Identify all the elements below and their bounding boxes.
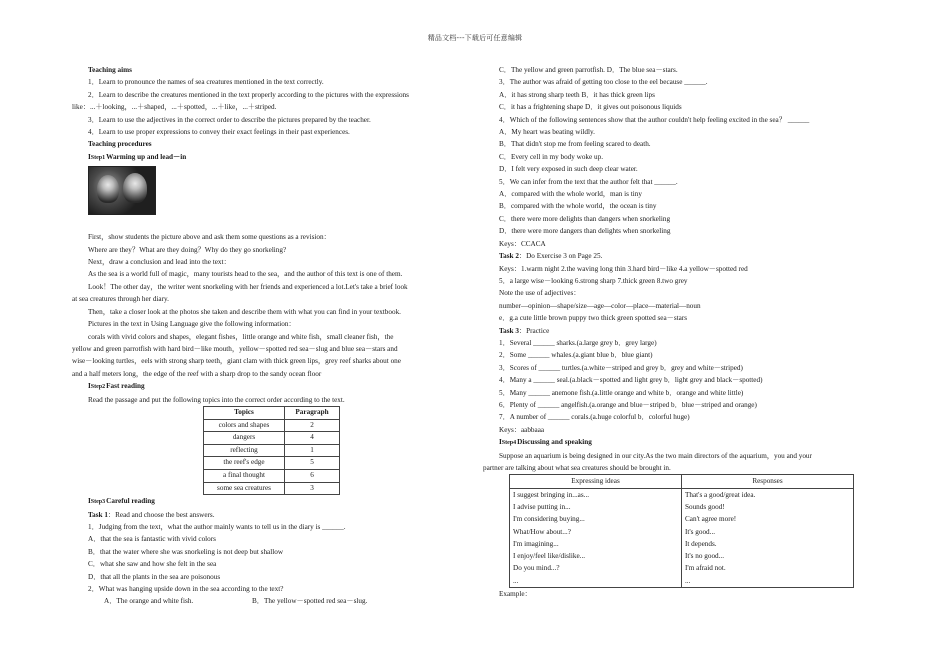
aim-1: 1．Learn to pronounce the names of sea creatures mentioned in the text correctly.: [88, 78, 324, 87]
question-4: 4．Which of the following sentences show that the author couldn't help feeling excited in the sea？ ______: [499, 115, 810, 124]
step1-para-3: Next，draw a conclusion and lead into the text：: [88, 258, 231, 267]
step1-title: Warming up and lead－in: [106, 152, 187, 161]
task1-label: Task 1: [88, 510, 108, 519]
q4-option-c: C．Every cell in my body woke up.: [499, 152, 604, 161]
table-row: [204, 419, 340, 432]
q1-option-b: B．that the water where she was snorkeling is not deep but shallow: [88, 547, 284, 556]
q2-options-ab: [72, 595, 464, 607]
idea-4: What/How about...?: [513, 527, 571, 536]
task3-line: [483, 325, 875, 337]
idea-5: I'm imagining...: [513, 539, 559, 548]
diver-figure-2: [123, 173, 147, 203]
step4-heading: [483, 436, 875, 449]
step3-mark: ⅠStep3: [88, 499, 106, 506]
q4-option-a: A．My heart was beating wildly.: [499, 128, 595, 137]
idea-2: I advise putting in...: [513, 503, 571, 511]
task2-line: [483, 250, 875, 262]
q2-option-b: B．The yellow－spotted red sea－slug.: [252, 597, 368, 606]
topics-table: [203, 406, 340, 495]
step4-mark: ⅠStep4: [499, 440, 517, 447]
task1-text: ：Read and choose the best answers.: [107, 510, 215, 519]
adjectives-order: number—opinion—shape/size—age—color—place—material—noun: [499, 301, 701, 310]
q4-option-b: B．That didn't stop me from feeling scared to death.: [499, 140, 651, 149]
paragraph-cell: 6: [285, 469, 340, 482]
practice-1: 1．Several ______ sharks.(a.large grey b．grey large): [499, 338, 657, 347]
topic-cell: the reef's edge: [204, 457, 285, 470]
topic-cell: a final thought: [204, 469, 285, 482]
step3-title: Careful reading: [106, 497, 155, 506]
response-5: It depends.: [685, 539, 717, 548]
step1-para-7: Then，take a closer look at the photos she taken and describe them with what you can find in your textbook.: [88, 307, 401, 316]
idea-3: I'm considering buying...: [513, 515, 585, 524]
task3-text: ：Practice: [518, 326, 550, 335]
q1-option-a: A．that the sea is fantastic with vivid colors: [88, 535, 216, 544]
table-row: [204, 482, 340, 495]
diver-figure-1: [97, 175, 119, 203]
response-4: It's good...: [685, 527, 716, 536]
practice-3: 3．Scores of ______ turtles.(a.white－striped and grey b．grey and white－striped): [499, 363, 743, 372]
expressions-table-header: [510, 475, 854, 488]
step1-para-5: Look！The other day，the writer went snorkeling with her friends and experienced a lot.Let's take a brief look: [88, 282, 408, 291]
task3-label: Task 3: [499, 326, 519, 335]
expressions-table: [509, 474, 854, 588]
aim-2: 2．Learn to describe the creatures mentioned in the text properly according to the pictures with the expressions: [88, 90, 409, 99]
q5-option-c: C．there were more delights than dangers when snorkeling: [499, 214, 671, 223]
topic-cell: some sea creatures: [204, 482, 285, 495]
aim-4: 4．Learn to use proper expressions to convey their exact feelings in their past experiences.: [88, 128, 350, 137]
aims-title: Teaching aims: [88, 66, 132, 74]
step1-para-1: First，show students the picture above and ask them some questions as a revision：: [88, 233, 331, 242]
response-6: It's no good...: [685, 552, 725, 561]
q2-option-a: A．The orange and white fish.: [104, 597, 194, 606]
step2-intro: Read the passage and put the following topics into the correct order according to the text.: [88, 395, 345, 404]
practice-4: 4．Many a ______ seal.(a.black－spotted and light grey b．light grey and black－spotted): [499, 376, 763, 385]
step1-para-8: Pictures in the text in Using Language give the following information：: [88, 320, 296, 329]
table-row: [204, 444, 340, 457]
step4-para-1: Suppose an aquarium is being designed in our city.As the two main directors of the aquarium，you and your: [499, 451, 812, 460]
adjectives-example: e．g.a cute little brown puppy two thick green spotted sea－stars: [499, 314, 688, 323]
practice-2: 2．Some ______ whales.(a.giant blue b．blue giant): [499, 351, 653, 360]
q1-option-c: C．what she saw and how she felt in the sea: [88, 560, 217, 569]
step4-para-2: partner are talking about what sea creatures should be brought in.: [483, 464, 671, 472]
paragraph-cell: 5: [285, 457, 340, 470]
step1-para-6: at sea creatures through her diary.: [72, 295, 169, 304]
table-row: [510, 488, 854, 587]
task2-text: ：Do Exercise 3 on Page 25.: [518, 252, 603, 261]
task1-line: [72, 509, 464, 521]
step1-para-11: wise－looking turtles，eels with strong sharp teeth，giant clam with thick green lips，grey reef sharks about one: [72, 357, 401, 366]
responses-header: Responses: [682, 475, 854, 488]
q3-options-ab: A．it has strong sharp teeth B．it has thick green lips: [499, 90, 655, 99]
q3-options-cd: C．it has a frightening shape D．it gives out poisonous liquids: [499, 103, 682, 112]
step1-para-9: corals with vivid colors and shapes，elegant fishes，little orange and white fish，small cleaner fish，the: [88, 332, 394, 341]
step1-para-12: and a half meters long，the edge of the reef with a sharp drop to the sandy ocean floor: [72, 369, 322, 378]
question-5: 5．We can infer from the text that the author felt that ______.: [499, 177, 678, 186]
step2-heading: [72, 380, 464, 393]
task2-label: Task 2: [499, 252, 519, 261]
snorkelers-photo: [88, 166, 156, 215]
left-column: [72, 64, 464, 608]
aim-2-cont: like：...＋looking，...＋shaped，...＋spotted，...＋like，...＋striped.: [72, 103, 277, 112]
idea-6: I enjoy/feel like/dislike...: [513, 552, 586, 561]
task2-keys-2: 5．a large wise－looking 6.strong sharp 7.thick green 8.two grey: [499, 276, 688, 285]
idea-1: I suggest bringing in...as...: [513, 490, 590, 499]
paragraph-cell: 2: [285, 419, 340, 432]
practice-7: 7．A number of ______ corals.(a.huge colorful b．colorful huge): [499, 413, 690, 422]
task3-keys: Keys：aabbaaa: [499, 425, 545, 434]
idea-cell: [510, 488, 682, 587]
question-3: 3．The author was afraid of getting too close to the eel because ______.: [499, 78, 708, 87]
paragraph-header: Paragraph: [285, 406, 340, 419]
topic-cell: colors and shapes: [204, 419, 285, 432]
step1-heading: [72, 151, 464, 164]
practice-6: 6．Plenty of ______ angelfish.(a.orange and blue－striped b．blue－striped and orange): [499, 400, 757, 409]
step1-mark: ⅠStep1: [88, 154, 106, 161]
step1-para-10: yellow and green parrotfish with hard bird－like mouth，yellow－spotted red sea－slug and blue sea－stars and: [72, 344, 398, 353]
q4-option-d: D．I felt very exposed in such deep clear water.: [499, 165, 638, 174]
topics-table-header: [204, 406, 340, 419]
step4-title: Discussing and speaking: [517, 438, 592, 447]
question-2: 2．What was hanging upside down in the sea according to the text?: [88, 584, 284, 593]
response-8: ...: [685, 576, 691, 585]
question-1: 1．Judging from the text，what the author mainly wants to tell us in the diary is ______.: [88, 522, 346, 531]
table-row: [204, 469, 340, 482]
response-2: Sounds good!: [685, 503, 725, 511]
adjectives-note: Note the use of adjectives：: [499, 289, 581, 298]
paragraph-cell: 1: [285, 444, 340, 457]
expressing-ideas-header: Expressing ideas: [510, 475, 682, 488]
practice-5: 5．Many ______ anemone fish.(a.little orange and white b．orange and white little): [499, 388, 744, 397]
idea-8: ...: [513, 576, 519, 585]
topic-cell: dangers: [204, 432, 285, 445]
task1-keys: Keys：CCACA: [499, 239, 546, 248]
q5-option-a: A．compared with the whole world，man is tiny: [499, 190, 642, 199]
paragraph-cell: 3: [285, 482, 340, 495]
paragraph-cell: 4: [285, 432, 340, 445]
q1-option-d: D．that all the plants in the sea are poisonous: [88, 572, 221, 581]
response-1: That's a good/great idea.: [685, 490, 756, 499]
response-3: Can't agree more!: [685, 515, 737, 524]
step2-mark: ⅠStep2: [88, 384, 106, 391]
q2-options-cd: C．The yellow and green parrotfish. D．The blue sea－stars.: [499, 66, 678, 74]
step1-para-4: As the sea is a world full of magic，many tourists head to the sea，and the author of this text is one of them.: [88, 270, 403, 279]
response-cell: [682, 488, 854, 587]
idea-7: Do you mind...?: [513, 564, 560, 573]
topics-header: Topics: [204, 406, 285, 419]
procedures-title: Teaching procedures: [88, 140, 152, 149]
table-row: [204, 457, 340, 470]
table-row: [204, 432, 340, 445]
step1-para-2: Where are they？What are they doing？Why do they go snorkeling?: [88, 245, 287, 254]
task2-keys: Keys：1.warm night 2.the waving long thin 3.hard bird－like 4.a yellow－spotted red: [499, 264, 748, 273]
aim-3: 3．Learn to use the adjectives in the correct order to describe the pictures prepared by the teacher.: [88, 115, 371, 124]
page-header: 精品文档---下载后可任意编辑: [427, 34, 523, 42]
right-column: [483, 64, 875, 600]
step3-heading: [72, 495, 464, 508]
step2-title: Fast reading: [106, 382, 145, 391]
example-label: Example：: [499, 590, 532, 599]
q5-option-b: B．compared with the whole world，the ocean is tiny: [499, 202, 657, 211]
topic-cell: reflecting: [204, 444, 285, 457]
response-7: I'm afraid not.: [685, 564, 726, 573]
q5-option-d: D．there were more dangers than delights when snorkeling: [499, 227, 671, 236]
